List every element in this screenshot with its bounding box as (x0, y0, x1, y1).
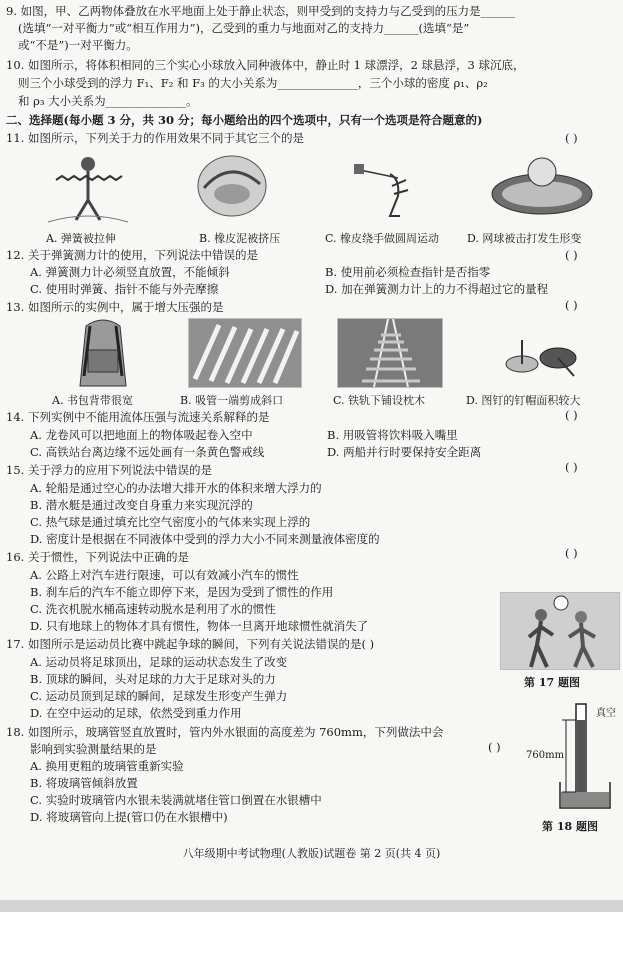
q11-option-d: D. 网球被击打发生形变 (467, 232, 582, 245)
q18-stem-line2: 影响到实验测量结果的是 (30, 742, 157, 756)
q10-line2: 则三个小球受到的浮力 F₁、F₂ 和 F₃ 的大小关系为______________，三个小球的密度 ρ₁、ρ₂ (18, 76, 488, 90)
q17-stem: 17. 如图所示是运动员比赛中跳起争球的瞬间，下列有关说法错误的是( ) (6, 637, 375, 651)
q13-option-a: A. 书包背带很宽 (52, 394, 133, 407)
q18-option-c: C. 实验时玻璃管内水银未装满就堵住管口倒置在水银槽中 (30, 793, 322, 807)
q12-paren: ( ) (565, 248, 578, 262)
q17-option-d: D. 在空中运动的足球，依然受到重力作用 (30, 706, 242, 720)
q18-stem: 18. 如图所示，玻璃管竖直放置时，管内外水银面的高度差为 760mm，下列做法中会 (6, 725, 444, 739)
fig18-caption: 第 18 题图 (542, 820, 598, 833)
q17-option-b: B. 顶球的瞬间，头对足球的力大于足球对头的力 (30, 672, 276, 686)
q16-option-c: C. 洗衣机脱水桶高速转动脱水是利用了水的惯性 (30, 602, 276, 616)
q15-stem: 15. 关于浮力的应用下列说法中错误的是 (6, 463, 212, 477)
q12-option-c: C. 使用时弹簧、指针不能与外壳摩擦 (30, 282, 219, 296)
q14-stem: 14. 下列实例中不能用流体压强与流速关系解释的是 (6, 410, 270, 424)
q14-option-b: B. 用吸管将饮料吸入嘴里 (327, 428, 458, 442)
q18-option-b: B. 将玻璃管倾斜放置 (30, 776, 138, 790)
q9-line3: 或“不是”)一对平衡力。 (18, 38, 138, 52)
q9-line1: 9. 如图，甲、乙两物体叠放在水平地面上处于静止状态，则甲受到的支持力与乙受到的压力是______ (6, 4, 516, 18)
section-heading: 二、选择题(每小题 3 分，共 30 分；每小题给出的四个选项中，只有一个选项是符合题意的) (6, 113, 483, 127)
q18-option-a: A. 换用更粗的玻璃管重新实验 (30, 759, 184, 773)
q18-paren: ( ) (488, 740, 501, 754)
q16-option-a: A. 公路上对汽车进行限速，可以有效减小汽车的惯性 (30, 568, 299, 582)
q13-stem: 13. 如图所示的实例中，属于增大压强的是 (6, 300, 224, 314)
q13-option-d: D. 图钉的钉帽面积较大 (466, 394, 581, 407)
bottom-gray-band (0, 900, 623, 912)
q13-option-b: B. 吸管一端剪成斜口 (180, 394, 284, 407)
q16-option-b: B. 刹车后的汽车不能立即停下来，是因为受到了惯性的作用 (30, 585, 334, 599)
q11-paren: ( ) (565, 131, 578, 145)
q14-option-a: A. 龙卷风可以把地面上的物体吸起卷入空中 (30, 428, 253, 442)
railway-figure (337, 318, 443, 388)
q11-option-b: B. 橡皮泥被挤压 (199, 232, 281, 245)
backpack-figure (70, 316, 136, 388)
q18-option-d: D. 将玻璃管向上提(管口仍在水银槽中) (30, 810, 228, 824)
q15-paren: ( ) (565, 460, 578, 474)
clay-figure (190, 148, 270, 226)
q11-option-a: A. 弹簧被拉伸 (46, 232, 116, 245)
page-footer: 八年级期中考试物理(人教版)试题卷 第 2 页(共 4 页) (182, 847, 441, 860)
tennis-racket-figure (490, 150, 598, 220)
q15-option-b: B. 潜水艇是通过改变自身重力来实现沉浮的 (30, 498, 253, 512)
spring-figure (48, 150, 128, 224)
q16-stem: 16. 关于惯性，下列说法中正确的是 (6, 550, 189, 564)
q10-line3: 和 ρ₃ 大小关系为______________。 (18, 94, 198, 108)
q11-stem: 11. 如图所示，下列关于力的作用效果不同于其它三个的是 (6, 131, 304, 145)
q15-option-a: A. 轮船是通过空心的办法增大排开水的体积来增大浮力的 (30, 481, 322, 495)
q11-option-c: C. 橡皮绕手做圆周运动 (325, 232, 440, 245)
q10-line1: 10. 如图所示，将体积相同的三个实心小球放入同种液体中，静止时 1 球漂浮，2 球悬浮，3 球沉底， (6, 58, 525, 72)
q14-option-d: D. 两船并行时要保持安全距离 (327, 445, 482, 459)
q16-paren: ( ) (565, 546, 578, 560)
q17-option-c: C. 运动员顶到足球的瞬间，足球发生形变产生弹力 (30, 689, 288, 703)
q12-option-a: A. 弹簧测力计必须竖直放置，不能倾斜 (30, 265, 230, 279)
rubber-circle-figure (350, 148, 420, 226)
fig18-vacuum-label: 真空 (596, 708, 616, 719)
straws-figure (188, 318, 302, 388)
q12-option-d: D. 加在弹簧测力计上的力不得超过它的量程 (325, 282, 549, 296)
q9-line2: (选填“一对平衡力”或“相互作用力”)，乙受到的重力与地面对乙的支持力______(选填“是” (18, 21, 470, 35)
q14-paren: ( ) (565, 408, 578, 422)
fig18-height-label: 760mm (526, 750, 565, 761)
q14-option-c: C. 高铁站台离边缘不远处画有一条黄色警戒线 (30, 445, 265, 459)
q15-option-d: D. 密度计是根据在不同液体中受到的浮力大小不同来测量液体密度的 (30, 532, 380, 546)
soccer-header-figure (500, 592, 620, 670)
q12-option-b: B. 使用前必须检查指针是否指零 (325, 265, 491, 279)
pushpin-figure (500, 318, 580, 388)
q17-option-a: A. 运动员将足球顶出，足球的运动状态发生了改变 (30, 655, 288, 669)
q15-option-c: C. 热气球是通过填充比空气密度小的气体来实现上浮的 (30, 515, 311, 529)
q13-option-c: C. 铁轨下铺设枕木 (333, 394, 426, 407)
fig17-caption: 第 17 题图 (524, 676, 580, 689)
q16-option-d: D. 只有地球上的物体才具有惯性，物体一旦离开地球惯性就消失了 (30, 619, 369, 633)
q13-paren: ( ) (565, 298, 578, 312)
q12-stem: 12. 关于弹簧测力计的使用，下列说法中错误的是 (6, 248, 258, 262)
